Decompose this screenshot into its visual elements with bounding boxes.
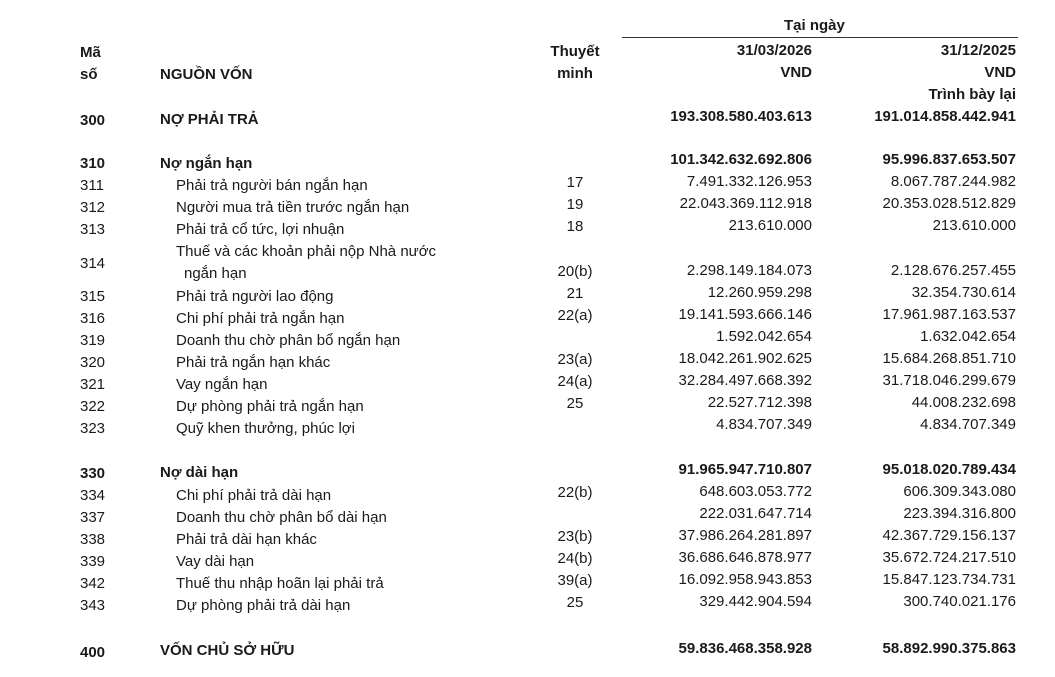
row-note: 25 bbox=[566, 395, 584, 412]
row-value-prior: 300.740.021.176 bbox=[903, 593, 1016, 610]
row-code: 342 bbox=[80, 575, 106, 592]
row-value-current: 18.042.261.902.625 bbox=[678, 350, 812, 367]
row-name-continued: ngắn hạn bbox=[184, 265, 247, 282]
row-code: 315 bbox=[80, 288, 106, 305]
row-code: 323 bbox=[80, 420, 106, 437]
row-value-current: 329.442.904.594 bbox=[699, 593, 812, 610]
row-value-current: 2.298.149.184.073 bbox=[686, 262, 812, 279]
row-name: Thuế và các khoản phải nộp Nhà nước bbox=[176, 243, 437, 260]
thuyet-minh-header-line2: minh bbox=[557, 65, 593, 82]
row-code: 300 bbox=[80, 112, 106, 129]
row-note: 23(b) bbox=[557, 528, 593, 545]
row-value-prior: 20.353.028.512.829 bbox=[882, 195, 1016, 212]
row-value-current: 32.284.497.668.392 bbox=[678, 372, 812, 389]
row-name: VỐN CHỦ SỞ HỮU bbox=[160, 642, 295, 659]
row-note: 18 bbox=[566, 218, 584, 235]
row-value-current: 59.836.468.358.928 bbox=[678, 640, 812, 657]
row-code: 339 bbox=[80, 553, 106, 570]
row-note: 24(b) bbox=[557, 550, 593, 567]
row-note: 17 bbox=[566, 174, 584, 191]
row-name: Phải trả người bán ngắn hạn bbox=[176, 177, 368, 194]
row-code: 314 bbox=[80, 255, 106, 272]
row-name: Doanh thu chờ phân bổ dài hạn bbox=[176, 509, 387, 526]
row-value-current: 91.965.947.710.807 bbox=[678, 461, 812, 478]
row-value-prior: 606.309.343.080 bbox=[903, 483, 1016, 500]
row-value-prior: 4.834.707.349 bbox=[920, 416, 1016, 433]
row-name: Dự phòng phải trả ngắn hạn bbox=[176, 398, 364, 415]
row-value-current: 1.592.042.654 bbox=[716, 328, 812, 345]
col1-unit: VND bbox=[780, 64, 812, 81]
col2-unit: VND bbox=[984, 64, 1016, 81]
ma-so-header-line2: số bbox=[80, 66, 98, 83]
nguon-von-header: NGUỒN VỐN bbox=[160, 66, 253, 83]
row-name: Thuế thu nhập hoãn lại phải trả bbox=[176, 575, 384, 592]
row-code: 338 bbox=[80, 531, 106, 548]
row-name: Doanh thu chờ phân bổ ngắn hạn bbox=[176, 332, 401, 349]
row-code: 313 bbox=[80, 221, 106, 238]
row-code: 330 bbox=[80, 465, 106, 482]
row-code: 312 bbox=[80, 199, 106, 216]
row-value-prior: 95.018.020.789.434 bbox=[882, 461, 1016, 478]
row-value-prior: 58.892.990.375.863 bbox=[882, 640, 1016, 657]
row-name: Chi phí phải trả ngắn hạn bbox=[176, 310, 345, 327]
col2-date: 31/12/2025 bbox=[940, 42, 1016, 59]
row-note: 25 bbox=[566, 594, 584, 611]
row-value-prior: 32.354.730.614 bbox=[911, 284, 1016, 301]
row-code: 334 bbox=[80, 487, 106, 504]
row-value-prior: 2.128.676.257.455 bbox=[890, 262, 1016, 279]
row-value-current: 22.043.369.112.918 bbox=[679, 195, 812, 212]
thuyet-minh-header-line1: Thuyết bbox=[550, 43, 600, 60]
ma-so-header-line1: Mã bbox=[80, 44, 101, 61]
row-value-prior: 8.067.787.244.982 bbox=[890, 173, 1016, 190]
row-value-current: 101.342.632.692.806 bbox=[670, 151, 812, 168]
header-rule bbox=[622, 37, 1018, 38]
row-note: 24(a) bbox=[557, 373, 593, 390]
row-value-prior: 213.610.000 bbox=[932, 217, 1016, 234]
row-value-prior: 95.996.837.653.507 bbox=[882, 151, 1016, 168]
row-value-current: 222.031.647.714 bbox=[699, 505, 812, 522]
row-code: 321 bbox=[80, 376, 106, 393]
row-name: Nợ ngắn hạn bbox=[160, 155, 253, 172]
row-code: 400 bbox=[80, 644, 106, 661]
row-code: 320 bbox=[80, 354, 106, 371]
row-value-current: 213.610.000 bbox=[728, 217, 812, 234]
col2-note: Trình bày lại bbox=[928, 86, 1016, 103]
row-name: Phải trả dài hạn khác bbox=[176, 531, 317, 548]
row-value-prior: 35.672.724.217.510 bbox=[882, 549, 1016, 566]
row-value-prior: 191.014.858.442.941 bbox=[874, 108, 1016, 125]
row-code: 316 bbox=[80, 310, 106, 327]
row-name: Phải trả cổ tức, lợi nhuận bbox=[176, 221, 345, 238]
row-note: 21 bbox=[566, 285, 584, 302]
row-value-current: 7.491.332.126.953 bbox=[686, 173, 812, 190]
row-code: 322 bbox=[80, 398, 106, 415]
row-value-current: 648.603.053.772 bbox=[699, 483, 812, 500]
row-note: 22(a) bbox=[557, 307, 593, 324]
row-name: Phải trả người lao động bbox=[176, 288, 334, 305]
row-name: Quỹ khen thưởng, phúc lợi bbox=[176, 420, 355, 437]
row-code: 337 bbox=[80, 509, 106, 526]
row-value-prior: 44.008.232.698 bbox=[911, 394, 1016, 411]
row-code: 311 bbox=[80, 177, 104, 194]
row-code: 343 bbox=[80, 597, 106, 614]
row-note: 19 bbox=[566, 196, 584, 213]
row-value-current: 12.260.959.298 bbox=[707, 284, 812, 301]
row-name: Vay ngắn hạn bbox=[176, 376, 268, 393]
row-code: 310 bbox=[80, 155, 106, 172]
row-value-current: 37.986.264.281.897 bbox=[678, 527, 812, 544]
row-value-prior: 1.632.042.654 bbox=[920, 328, 1016, 345]
tai-ngay-header: Tại ngày bbox=[784, 17, 845, 34]
row-value-current: 22.527.712.398 bbox=[707, 394, 812, 411]
row-note: 39(a) bbox=[557, 572, 593, 589]
row-name: Người mua trả tiền trước ngắn hạn bbox=[176, 199, 410, 216]
row-value-prior: 31.718.046.299.679 bbox=[882, 372, 1016, 389]
row-note: 20(b) bbox=[557, 263, 593, 280]
row-value-current: 36.686.646.878.977 bbox=[678, 549, 812, 566]
row-value-prior: 17.961.987.163.537 bbox=[882, 306, 1016, 323]
row-name: Vay dài hạn bbox=[176, 553, 255, 570]
row-name: NỢ PHẢI TRẢ bbox=[160, 111, 259, 128]
row-name: Dự phòng phải trả dài hạn bbox=[176, 597, 351, 614]
row-value-current: 19.141.593.666.146 bbox=[678, 306, 812, 323]
row-value-prior: 15.847.123.734.731 bbox=[882, 571, 1016, 588]
row-name: Phải trả ngắn hạn khác bbox=[176, 354, 331, 371]
row-value-current: 16.092.958.943.853 bbox=[678, 571, 812, 588]
row-name: Chi phí phải trả dài hạn bbox=[176, 487, 332, 504]
row-note: 22(b) bbox=[557, 484, 593, 501]
row-value-current: 4.834.707.349 bbox=[716, 416, 812, 433]
col1-date: 31/03/2026 bbox=[736, 42, 812, 59]
row-name: Nợ dài hạn bbox=[160, 464, 239, 481]
row-value-current: 193.308.580.403.613 bbox=[670, 108, 812, 125]
row-value-prior: 42.367.729.156.137 bbox=[882, 527, 1016, 544]
row-value-prior: 15.684.268.851.710 bbox=[882, 350, 1016, 367]
row-code: 319 bbox=[80, 332, 106, 349]
row-value-prior: 223.394.316.800 bbox=[903, 505, 1016, 522]
row-note: 23(a) bbox=[557, 351, 593, 368]
